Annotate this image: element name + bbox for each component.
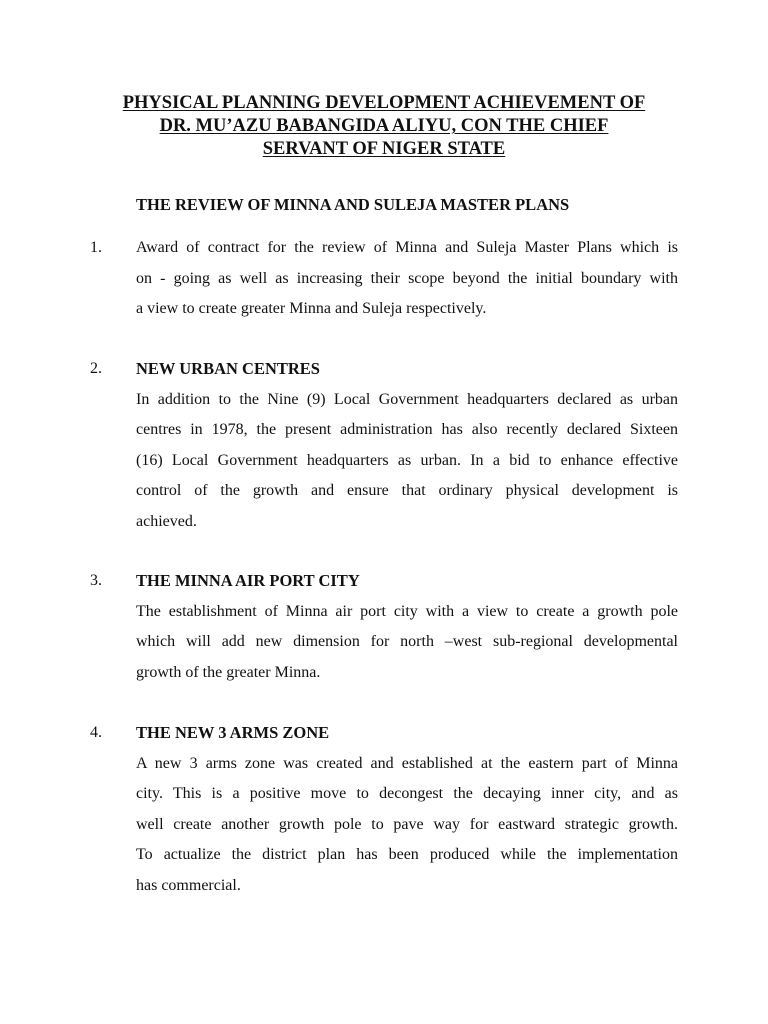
item-paragraph — [136, 749, 678, 902]
paragraph-line: which will add new dimension for north –west sub-regional developmental — [136, 633, 678, 650]
section-heading: THE REVIEW OF MINNA AND SULEJA MASTER PLANS — [136, 195, 570, 214]
paragraph-line: In addition to the Nine (9) Local Government headquarters declared as urban — [136, 390, 678, 408]
paragraph-line: achieved. — [136, 512, 197, 530]
item-number: 4. — [90, 724, 102, 741]
paragraph-line: The establishment of Minna air port city with a view to create a growth pole — [136, 602, 678, 620]
paragraph-line: A new 3 arms zone was created and established at the eastern part of Minna — [136, 754, 678, 772]
item-heading: NEW URBAN CENTRES — [136, 359, 320, 378]
paragraph-line: centres in 1978, the present administration has also recently declared Sixteen — [136, 421, 678, 438]
title-line: PHYSICAL PLANNING DEVELOPMENT ACHIEVEMENT OF — [122, 93, 646, 113]
title-line: DR. MU’AZU BABANGIDA ALIYU, CON THE CHIEF — [159, 116, 609, 136]
item-number: 1. — [90, 239, 102, 256]
item-heading: THE MINNA AIR PORT CITY — [136, 571, 360, 590]
item-heading: THE NEW 3 ARMS ZONE — [136, 723, 330, 742]
item-body — [136, 354, 678, 537]
paragraph-line: on - going as well as increasing their scope beyond the initial boundary with — [136, 269, 678, 287]
item-body — [136, 233, 678, 325]
paragraph-line: To actualize the district plan has been produced while the implementation — [136, 846, 678, 863]
paragraph-line: a view to create greater Minna and Suleja respectively. — [136, 300, 487, 317]
item-number: 3. — [90, 572, 102, 589]
item-paragraph — [136, 233, 678, 325]
item-number: 2. — [90, 360, 102, 377]
paragraph-line: control of the growth and ensure that ordinary physical development is — [136, 482, 678, 499]
item-body — [136, 718, 678, 901]
document-title — [60, 92, 708, 161]
paragraph-line: (16) Local Government headquarters as urban. In a bid to enhance effective — [136, 451, 678, 469]
paragraph-line: city. This is a positive move to decongest the decaying inner city, and as — [136, 785, 678, 802]
paragraph-line: has commercial. — [136, 876, 241, 894]
paragraph-line: Award of contract for the review of Minna and Suleja Master Plans which is — [136, 239, 678, 256]
item-paragraph — [136, 597, 678, 689]
item-paragraph — [136, 385, 678, 538]
paragraph-line: growth of the greater Minna. — [136, 663, 321, 681]
paragraph-line: well create another growth pole to pave way for eastward strategic growth. — [136, 815, 678, 833]
title-line: SERVANT OF NIGER STATE — [262, 139, 506, 159]
item-body — [136, 566, 678, 688]
